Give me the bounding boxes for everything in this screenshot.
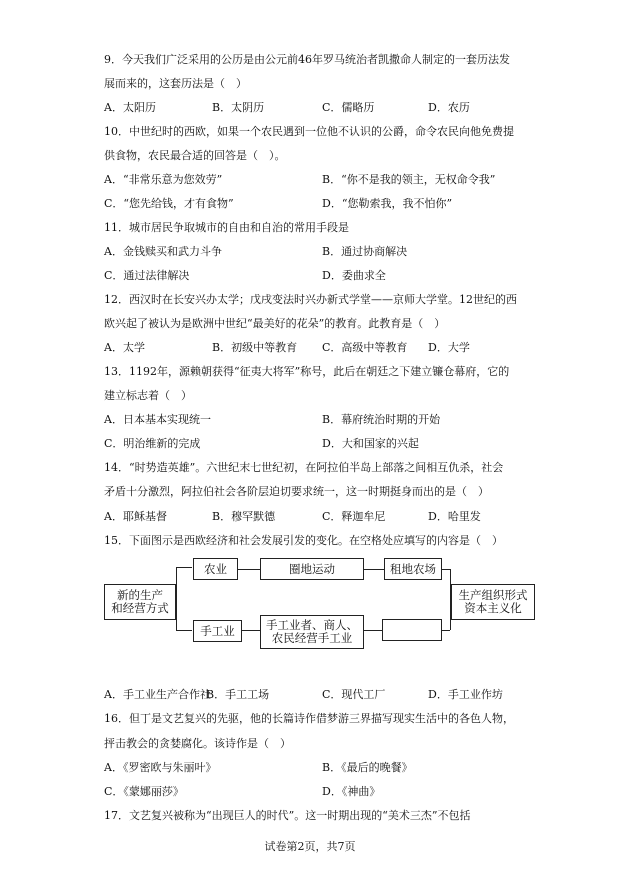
connector-line <box>442 630 450 631</box>
question-17-line-1: 17．文艺复兴被称为“出现巨人的时代”。这一时期出现的“美术三杰”不包括 <box>104 809 471 822</box>
option-b: B．太阴历 <box>212 101 265 114</box>
question-9-line-2: 展而来的，这套历法是（ ） <box>104 77 247 90</box>
option-a: A．“非常乐意为您效劳” <box>104 173 223 186</box>
option-d: D．《神曲》 <box>322 785 381 798</box>
question-10-line-2: 供食物，农民最合适的回答是（ ）。 <box>104 149 286 162</box>
blank-answer-box <box>382 619 442 641</box>
question-12-line-2: 欧兴起了被认为是欧洲中世纪“最美好的花朵”的教育。此教育是（ ） <box>104 317 446 330</box>
connector-line <box>442 569 450 570</box>
option-b: B．初级中等教育 <box>212 341 298 354</box>
merchants-line-2: 农民经营手工业 <box>271 631 353 645</box>
option-d: D．委曲求全 <box>322 269 386 282</box>
option-c: C．通过法律解决 <box>104 269 190 282</box>
question-16-line-2: 抨击教会的贪婪腐化。该诗作是（ ） <box>104 737 291 750</box>
question-9-line-1: 9．今天我们广泛采用的公历是由公元前46年罗马统治者凯撒命人制定的一套历法发 <box>104 53 510 66</box>
connector-line <box>238 569 260 570</box>
question-11-line-1: 11．城市居民争取城市的自由和自治的常用手段是 <box>104 221 349 234</box>
option-c: C．“您先给钱，才有食物” <box>104 197 234 210</box>
option-c: C．儒略历 <box>322 101 375 114</box>
option-b: B．幕府统治时期的开始 <box>322 413 441 426</box>
merchants-box <box>260 615 364 649</box>
right-label-line-1: 生产组织形式 <box>458 588 528 602</box>
connector-line <box>364 630 382 631</box>
option-a: A．太学 <box>104 341 145 354</box>
option-a: A．太阳历 <box>104 101 156 114</box>
option-c: C．《蒙娜丽莎》 <box>104 785 184 798</box>
question-13-line-2: 建立标志着（ ） <box>104 389 192 402</box>
option-c: C．高级中等教育 <box>322 341 408 354</box>
question-10-line-1: 10．中世纪时的西欧，如果一个农民遇到一位他不认识的公爵，命令农民向他免费提 <box>104 125 514 138</box>
option-d: D．农历 <box>428 101 470 114</box>
question-13-line-1: 13．1192年，源赖朝获得“征夷大将军”称号，此后在朝廷之下建立镰仓幕府，它的 <box>104 365 510 378</box>
handicraft-box: 手工业 <box>193 620 242 642</box>
option-b: B．穆罕默德 <box>212 510 276 523</box>
page-footer: 试卷第2页，共7页 <box>264 840 356 853</box>
option-a: A．耶稣基督 <box>104 510 167 523</box>
left-label-line-1: 新的生产 <box>117 588 163 602</box>
question-16-line-1: 16．但丁是文艺复兴的先驱，他的长篇诗作借梦游三界描写现实生活中的各色人物， <box>104 712 514 725</box>
question-12-line-1: 12．西汉时在长安兴办太学；戊戌变法时兴办新式学堂——京师大学堂。12世纪的西 <box>104 293 517 306</box>
connector-line <box>242 630 260 631</box>
option-d: D．“您勒索我，我不怕你” <box>322 197 453 210</box>
option-d: D．大学 <box>428 341 470 354</box>
left-bracket-line <box>176 567 177 630</box>
question-14-line-2: 矛盾十分激烈，阿拉伯社会各阶层迫切要求统一，这一时期挺身而出的是（ ） <box>104 485 489 498</box>
option-c: C．释迦牟尼 <box>322 510 386 523</box>
right-label-line-2: 资本主义化 <box>464 601 522 615</box>
question-15-line-1: 15．下面图示是西欧经济和社会发展引发的变化。在空格处应填写的内容是（ ） <box>104 534 503 547</box>
question-14-line-1: 14．“时势造英雄”。六世纪末七世纪初，在阿拉伯半岛上部落之间相互仇杀，社会 <box>104 461 504 474</box>
option-a: A．日本基本实现统一 <box>104 413 211 426</box>
option-a: A．金钱赎买和武力斗争 <box>104 245 222 258</box>
agriculture-box: 农业 <box>193 558 238 580</box>
option-b: B．手工工场 <box>206 688 270 701</box>
capitalism-box <box>451 584 535 620</box>
option-b: B．通过协商解决 <box>322 245 408 258</box>
new-production-box <box>104 584 176 620</box>
option-a: A．《罗密欧与朱丽叶》 <box>104 761 217 774</box>
option-c: C．现代工厂 <box>322 688 386 701</box>
left-label-line-2: 和经营方式 <box>111 601 169 615</box>
option-d: D．哈里发 <box>428 510 481 523</box>
option-b: B．《最后的晚餐》 <box>322 761 413 774</box>
connector-line <box>176 567 192 568</box>
enclosure-box: 圈地运动 <box>260 558 364 580</box>
option-d: D．大和国家的兴起 <box>322 437 419 450</box>
rent-farm-box: 租地农场 <box>384 558 442 580</box>
connector-line <box>176 630 192 631</box>
option-d: D．手工业作坊 <box>428 688 503 701</box>
option-a: A．手工业生产合作社 <box>104 688 211 701</box>
option-b: B．“你不是我的领主，无权命令我” <box>322 173 496 186</box>
merchants-line-1: 手工业者、商人、 <box>266 618 358 632</box>
connector-line <box>364 569 384 570</box>
option-c: C．明治维新的完成 <box>104 437 201 450</box>
